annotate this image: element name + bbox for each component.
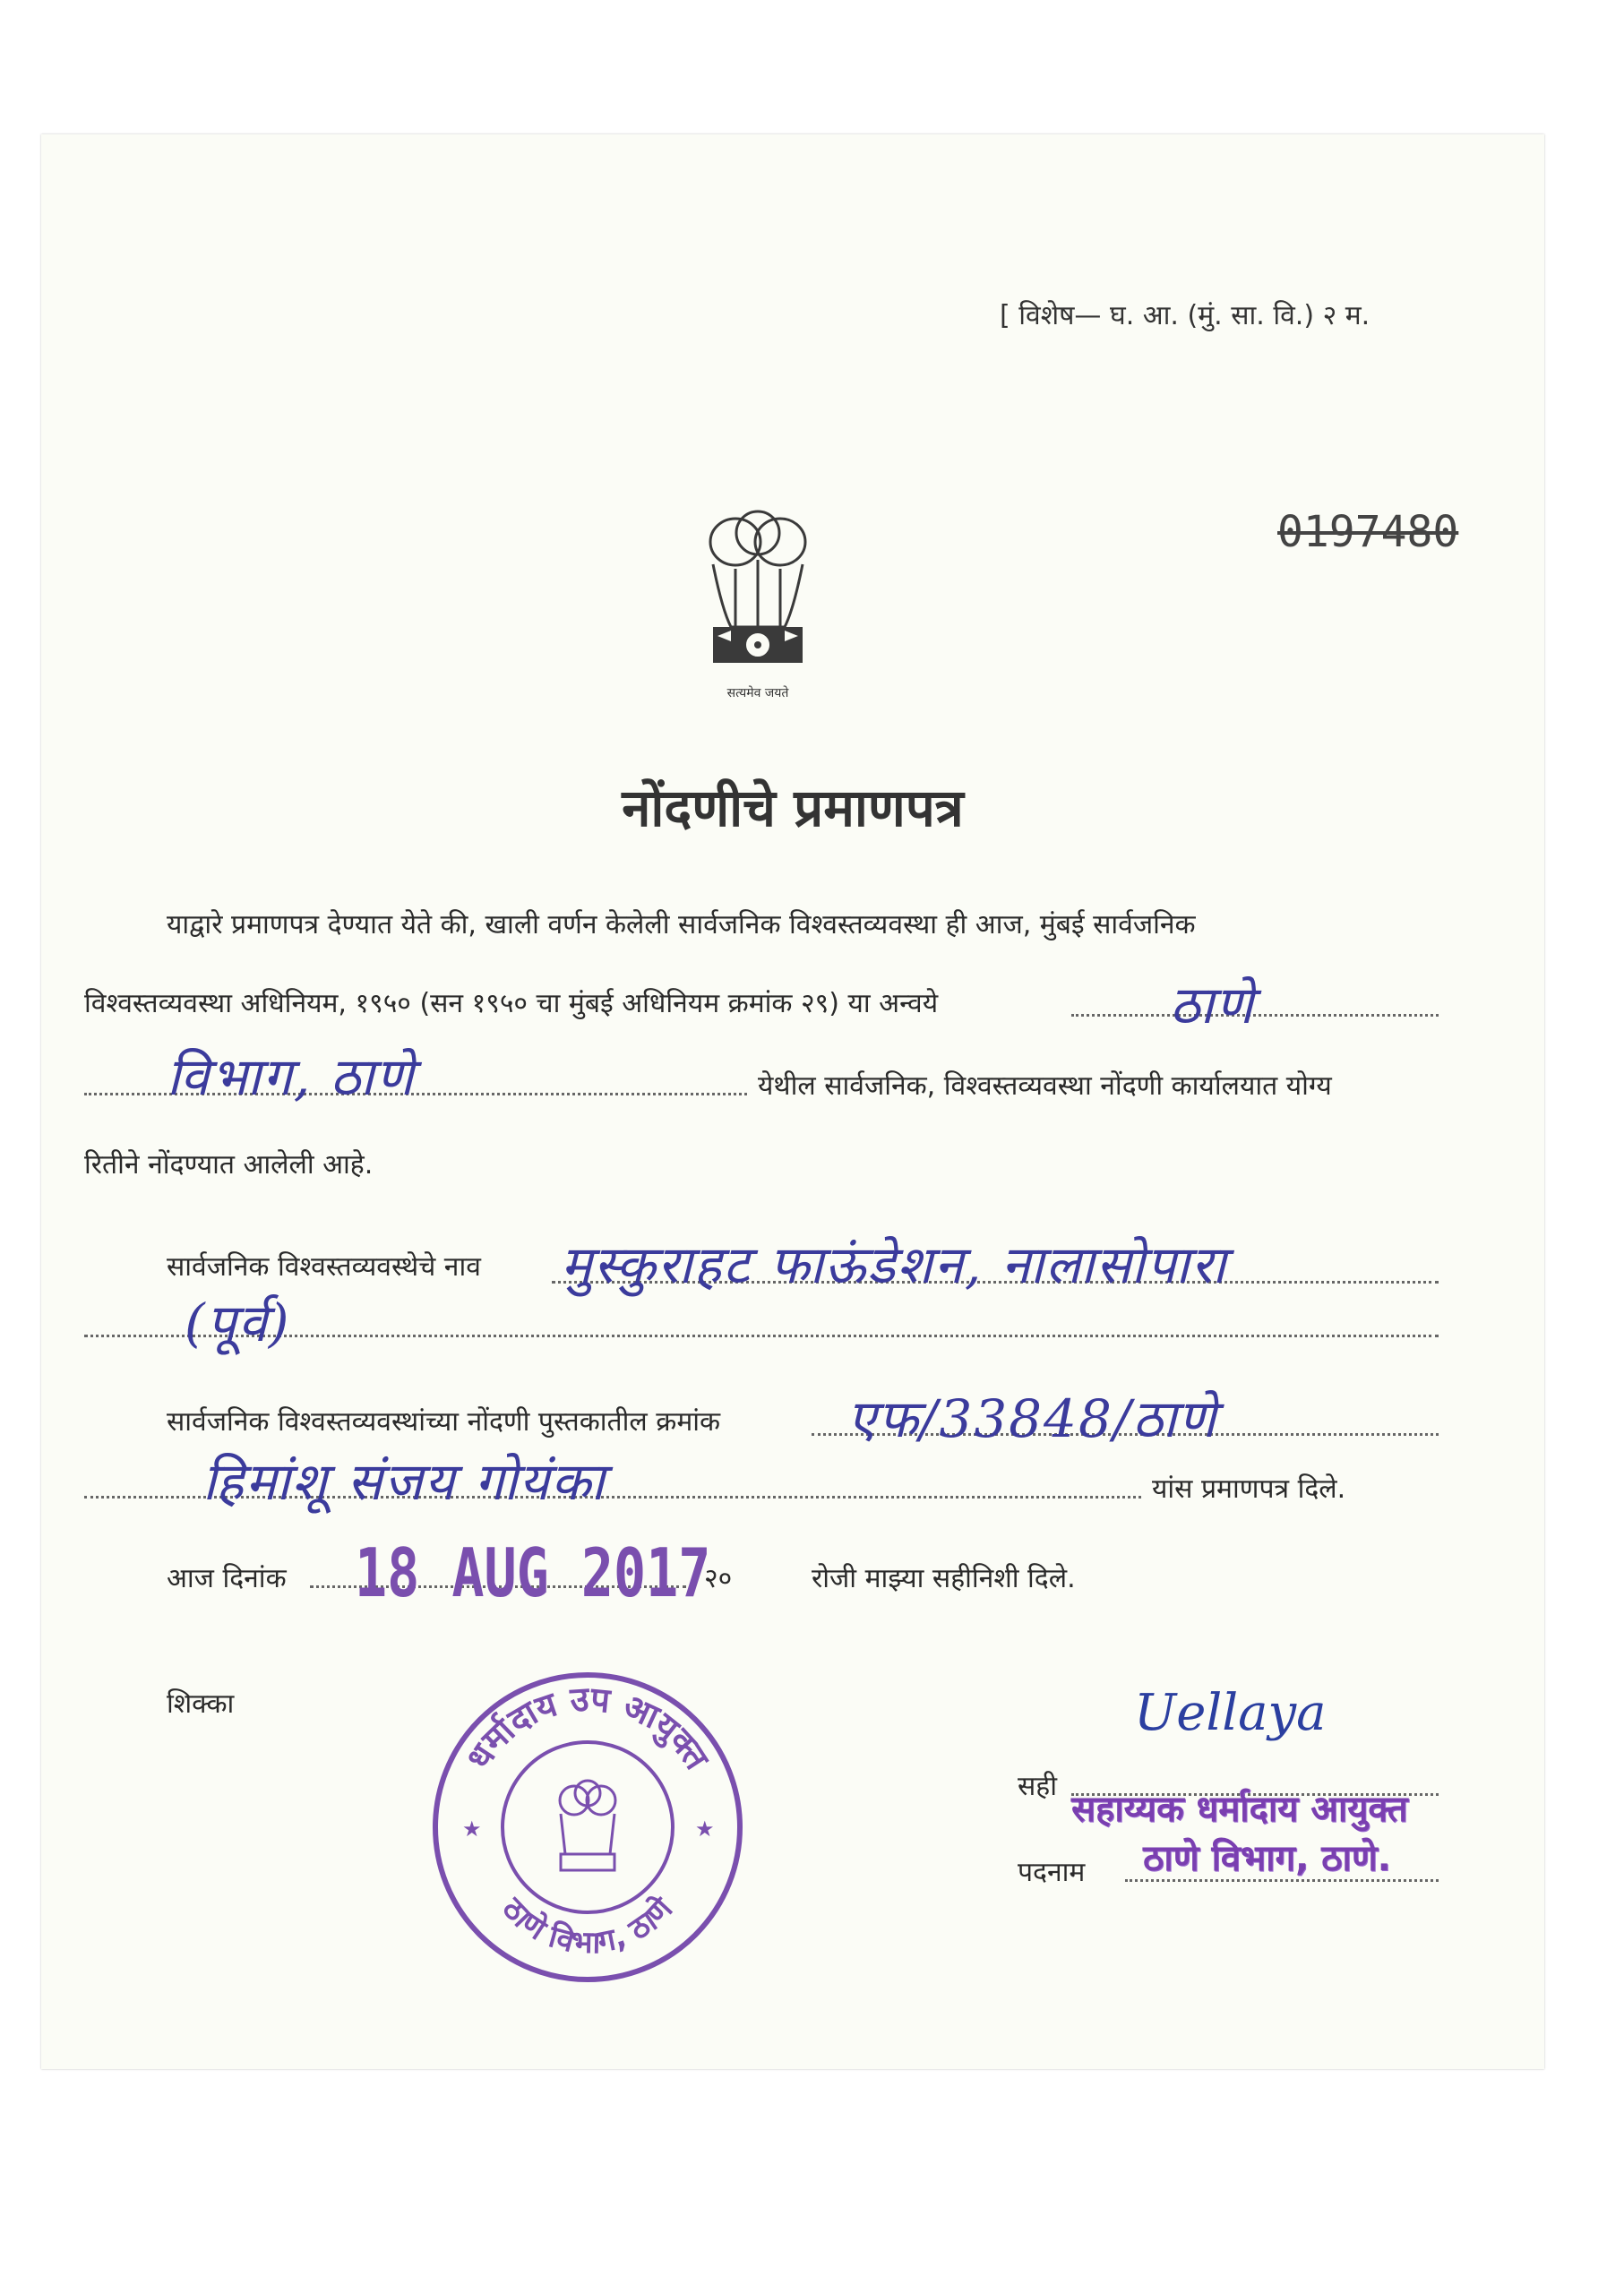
official-seal xyxy=(426,1666,749,1988)
date-suffix: रोजी माझ्या सहीनिशी दिले. xyxy=(812,1563,1076,1594)
certificate-title: नोंदणीचे प्रमाणपत्र xyxy=(622,777,964,838)
body-line-1: याद्वारे प्रमाणपत्र देण्यात येते की, खाली वर्णन केलेली सार्वजनिक विश्वस्तव्यवस्था ही आज, मुंबई सार्वजनिक xyxy=(167,909,1196,940)
certificate-paper xyxy=(41,134,1544,2069)
handwritten-recipient: हिमांशू संजय गोयंका xyxy=(202,1451,606,1512)
designation-label: पदनाम xyxy=(1018,1857,1086,1888)
place-dotted-line xyxy=(1071,1014,1439,1017)
svg-text:ठाणे विभाग, ठाणे xyxy=(494,1890,681,1962)
seal-bottom-text: ठाणे विभाग, ठाणे xyxy=(494,1891,681,1962)
seal-top-text: धर्मादाय उप आयुक्त xyxy=(458,1679,717,1777)
state-emblem xyxy=(686,493,829,717)
handwritten-registration-number: एफ/33848/ठाणे xyxy=(847,1388,1218,1449)
registration-number-label: सार्वजनिक विश्वस्तव्यवस्थांच्या नोंदणी पुस्तकातील क्रमांक xyxy=(167,1406,721,1438)
signature-label: सही xyxy=(1018,1771,1057,1802)
emblem-motto: सत्यमेव जयते xyxy=(726,686,789,700)
handwritten-place: ठाणे xyxy=(1170,975,1255,1035)
seal-stamp-icon xyxy=(426,1666,749,1988)
date-stamp: 18 AUG 2017 xyxy=(355,1534,711,1613)
body-line-3: येथील सार्वजनिक, विश्वस्तव्यवस्था नोंदणी कार्यालयात योग्य xyxy=(758,1070,1332,1102)
serial-number: 0197480 xyxy=(1277,507,1459,557)
seal-label: शिक्का xyxy=(167,1688,235,1720)
year-prefix: २० xyxy=(704,1563,733,1594)
signature: Uellaya xyxy=(1134,1684,1327,1742)
designation-stamp-line-2: ठाणे विभाग, ठाणे. xyxy=(1143,1838,1391,1879)
handwritten-division: विभाग, ठाणे xyxy=(167,1046,416,1107)
form-reference: [ विशेष— घ. आ. (मुं. सा. वि.) २ म. xyxy=(1000,300,1371,331)
svg-text:धर्मादाय उप आयुक्त xyxy=(459,1679,717,1778)
seal-star-left: ★ xyxy=(462,1816,482,1842)
handwritten-trust-name-2: (पूर्व) xyxy=(185,1292,291,1353)
designation-stamp-line-1: सहाय्यक धर्मादाय आयुक्त xyxy=(1071,1789,1408,1830)
date-label: आज दिनांक xyxy=(167,1563,287,1594)
handwritten-trust-name: मुस्कुराहट फाऊंडेशन, नालासोपारा xyxy=(561,1234,1228,1295)
trust-name-label: सार्वजनिक विश्वस्तव्यवस्थेचे नाव xyxy=(167,1251,481,1283)
seal-star-right: ★ xyxy=(695,1816,715,1842)
body-line-4: रितीने नोंदण्यात आलेली आहे. xyxy=(84,1149,374,1181)
issued-to-suffix: यांस प्रमाणपत्र दिले. xyxy=(1152,1473,1346,1505)
body-line-2: विश्वस्तव्यवस्था अधिनियम, १९५० (सन १९५० चा मुंबई अधिनियम क्रमांक २९) या अन्वये xyxy=(84,988,939,1019)
lion-capital-icon xyxy=(686,493,829,717)
